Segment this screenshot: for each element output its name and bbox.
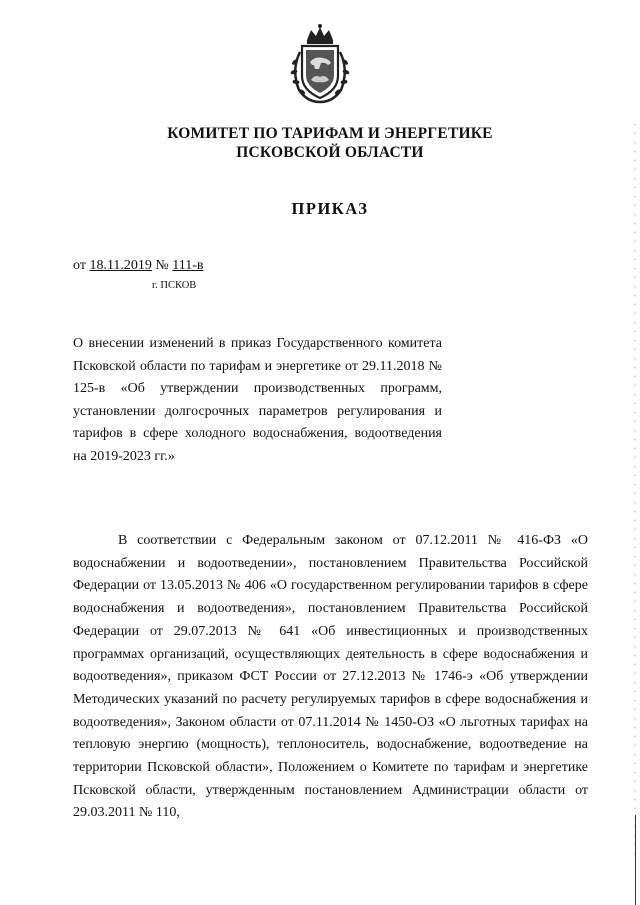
scan-edge-artifact (632, 120, 638, 860)
from-label: от (73, 258, 86, 273)
order-date: 18.11.2019 (89, 258, 152, 273)
order-date-number (73, 258, 204, 274)
order-number: 111-в (172, 258, 204, 273)
order-subject: О внесении изменений в приказ Государственного комитета Псковской области по тарифам и энергетике от 29.11.2018 № 125-в «Об утверждении производственных программ, установлении долгосрочных параметров регулирования и тарифов в сфере холодного водоснабжения, водоотведения на 2019-2023 гг.» (73, 336, 442, 464)
order-body-paragraph: В соответствии с Федеральным законом от 07.12.2011 № 416-ФЗ «О водоснабжении и водоотведении», постановлением Правительства Российской Федерации от 13.05.2013 № 406 «О государственном регулировании тарифов в сфере водоснабжения и водоотведения», постановлением Правительства Российской Федерации от 29.07.2013 № 641 «Об инвестиционных и производственных программах организаций, осуществляющих деятельность в сфере водоснабжения и водоотведения», приказом ФСТ России от 27.12.2013 № 1746-э «Об утверждении Методических указаний по расчету регулируемых тарифов в сфере водоснабжения и водоотведения», Законом области от 07.11.2014 № 1450-ОЗ «О льготных тарифах на тепловую энергию (мощность), теплоноситель, водоснабжение, водоотведение на территории Псковской области», Положением о Комитете по тарифам и энергетике Псковской области, утвержденным постановлением Администрации области от 29.03.2011 № 110, (73, 533, 588, 821)
city-label: г. ПСКОВ (152, 280, 197, 291)
number-label: № (155, 258, 169, 273)
organization-name-line1: КОМИТЕТ ПО ТАРИФАМ И ЭНЕРГЕТИКЕ (167, 125, 493, 142)
document-type-title: ПРИКАЗ (291, 199, 369, 218)
pskov-coat-of-arms-icon (285, 22, 355, 104)
organization-name-line2: ПСКОВСКОЙ ОБЛАСТИ (236, 144, 424, 161)
scan-edge-line (635, 815, 636, 905)
